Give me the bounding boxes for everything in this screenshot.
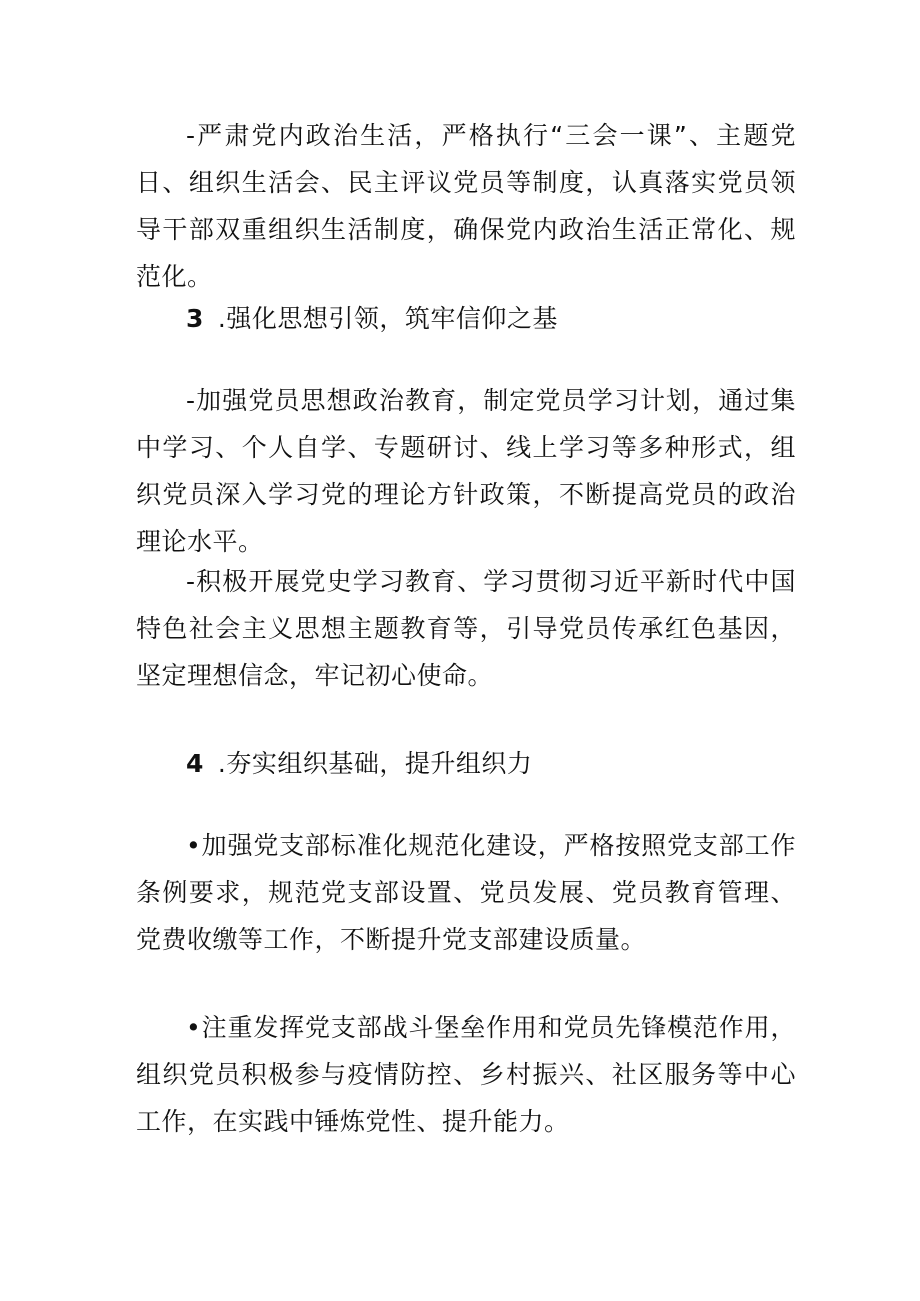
paragraph-vanguard-role: •注重发挥党支部战斗堡垒作用和党员先锋模范作用，组织党员积极参与疫情防控、乡村振兴、社区服务等中心工作，在实践中锤炼党性、提升能力。	[136, 1013, 796, 1136]
section-title: .强化思想引领，筑牢信仰之基	[217, 304, 558, 333]
section-number: 4	[186, 749, 204, 778]
paragraph-branch-standardization: •加强党支部标准化规范化建设，严格按照党支部工作条例要求，规范党支部设置、党员发展、党员教育管理、党费收缴等工作，不断提升党支部建设质量。	[136, 831, 796, 954]
section-number: 3	[186, 304, 204, 333]
section-heading-4	[186, 740, 846, 787]
paragraph-party-life: -严肃党内政治生活，严格执行“三会一课”、主题党日、组织生活会、民主评议党员等制度，认真落实党员领导干部双重组织生活制度，确保党内政治生活正常化、规范化。	[136, 121, 796, 291]
paragraph-history-education: -积极开展党史学习教育、学习贯彻习近平新时代中国特色社会主义思想主题教育等，引导党员传承红色基因，坚定理想信念，牢记初心使命。	[136, 567, 796, 690]
paragraph-ideological-education: -加强党员思想政治教育，制定党员学习计划，通过集中学习、个人自学、专题研讨、线上学习等多种形式，组织党员深入学习党的理论方针政策，不断提高党员的政治理论水平。	[136, 386, 796, 556]
section-heading-3	[186, 295, 846, 342]
section-title: .夯实组织基础，提升组织力	[217, 749, 533, 778]
